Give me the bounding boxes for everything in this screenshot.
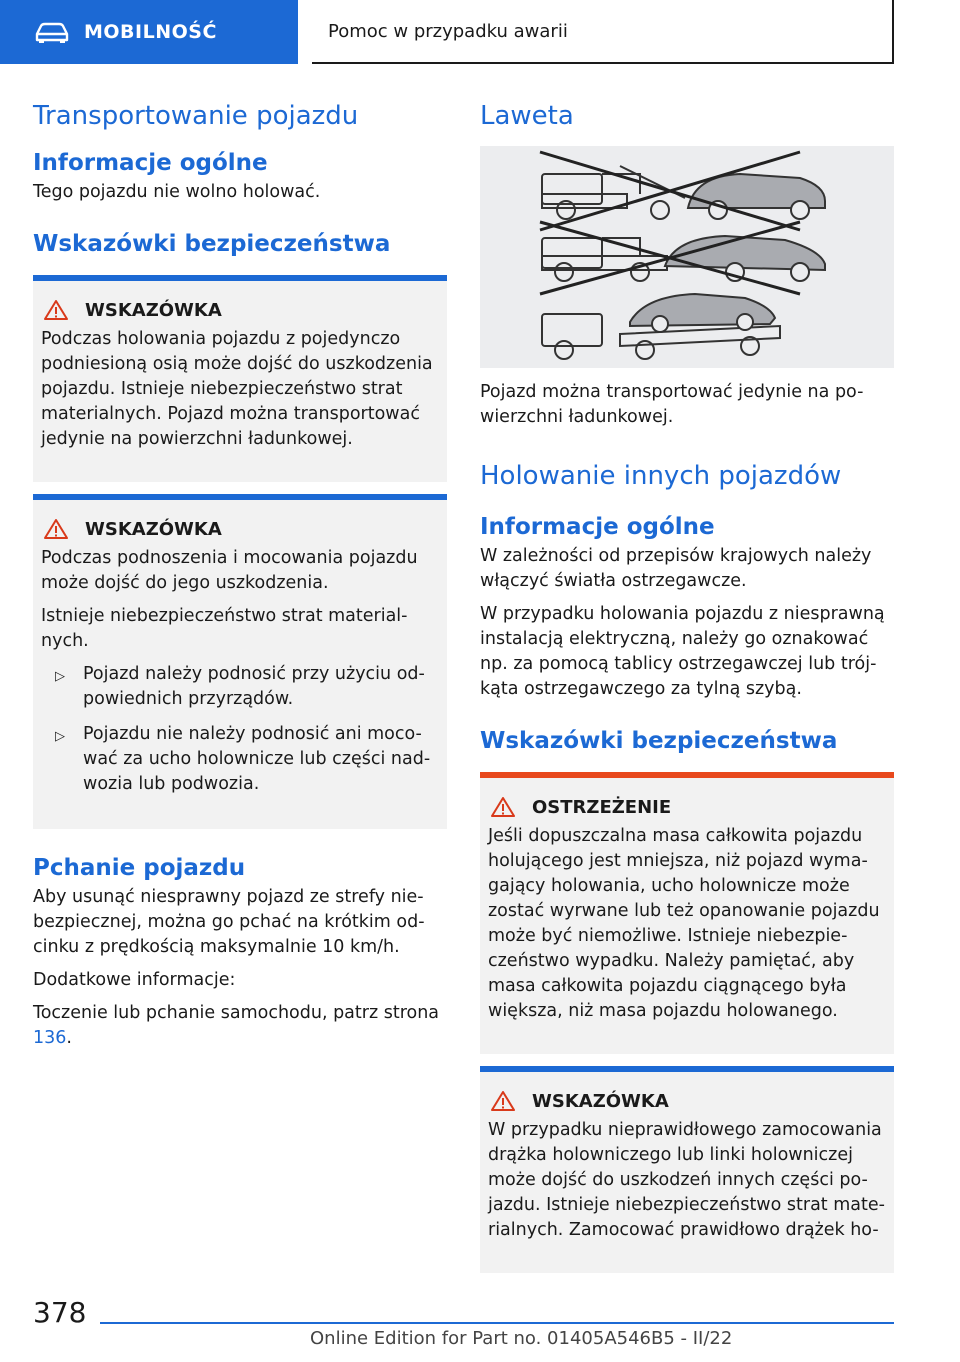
- notice-box-2: [33, 494, 447, 829]
- section-title: MOBILNOŚĆ: [84, 21, 217, 43]
- push-heading: Pchanie pojazdu: [33, 855, 246, 881]
- left-column: [33, 96, 447, 1051]
- subsection-title: Pomoc w przypadku awarii: [328, 20, 568, 42]
- notice-text: Istnieje niebezpieczeństwo strat material-nych.: [41, 606, 408, 651]
- push-text: Aby usunąć niesprawny pojazd ze strefy nie-bezpiecznej, można go pchać na krótkim od-cinku z prędkością maksymalnie 10 km/h.: [33, 887, 425, 957]
- notice-label: WSKAZÓWKA: [85, 518, 222, 540]
- notice-label: WSKAZÓWKA: [85, 299, 222, 321]
- extra-dot: .: [66, 1028, 72, 1048]
- page-title: Transportowanie pojazdu: [33, 101, 359, 131]
- notice-text: Podczas holowania pojazdu z pojedynczo podniesioną osią może dojść do uszkodzenia pojazdu. Istnieje niebezpieczeństwo strat materialnych. Pojazd można transportować jedynie na powierzchni ładunkowej.: [41, 329, 433, 449]
- safety-heading-2: Wskazówki bezpieczeństwa: [480, 728, 838, 754]
- footer-divider: [100, 1322, 894, 1324]
- general-text-2a: W zależności od przepisów krajowych należy włączyć światła ostrzegawcze.: [480, 546, 872, 591]
- flatbed-caption: Pojazd można transportować jedynie na po-wierzchni ładunkowej.: [480, 382, 864, 427]
- extra-label: Dodatkowe informacje:: [33, 970, 236, 990]
- warning-triangle-icon: [43, 299, 69, 321]
- list-item: [55, 662, 439, 712]
- warning-text: Jeśli dopuszczalna masa całkowita pojazdu holującego jest mniejsza, niż pojazd wyma-gający holowania, ucho holownicze może zostać wyrwane lub też opanowanie pojazdu może być niemożliwe. Istnieje niebezpie-czeństwo wypadku. Należy pamiętać, aby masa całkowita pojazdu ciągnącego była większa, niż masa pojazdu holowanego.: [488, 826, 880, 1021]
- warning-triangle-icon: [43, 518, 69, 540]
- general-heading-2: Informacje ogólne: [480, 514, 715, 540]
- notice-text: W przypadku nieprawidłowego zamocowania drążka holowniczego lub linki holowniczej może dojść do uszkodzeń innych części po-jazdu. Istnieje niebezpieczeństwo strat mate-rialnych. Zamocować prawidłowo drążek ho-: [488, 1120, 885, 1240]
- extra-text-body: Toczenie lub pchanie samochodu, patrz strona: [33, 1003, 440, 1023]
- warning-box: [480, 772, 894, 1054]
- section-tab: [0, 0, 298, 64]
- general-heading: Informacje ogólne: [33, 150, 268, 176]
- edition-text: Online Edition for Part no. 01405A546B5 - II/22: [310, 1328, 733, 1349]
- warning-triangle-icon: [490, 796, 516, 818]
- towing-methods-image: [480, 146, 894, 368]
- notice-text: Podczas podnoszenia i mocowania pojazdu może dojść do jego uszkodzenia.: [41, 548, 418, 593]
- general-text: Tego pojazdu nie wolno holować.: [33, 182, 321, 202]
- extra-text: [33, 1001, 447, 1051]
- car-icon: [34, 20, 70, 44]
- subsection-header: [312, 0, 894, 64]
- notice-box-1: [33, 275, 447, 482]
- notice-box-3: [480, 1066, 894, 1273]
- general-text-2b: W przypadku holowania pojazdu z niesprawną instalacją elektryczną, należy go oznakować np. za pomocą tablicy ostrzegawczej lub trój-kąta ostrzegawczego za tylną szybą.: [480, 604, 885, 699]
- flatbed-heading: Laweta: [480, 101, 574, 131]
- warning-triangle-icon: [490, 1090, 516, 1112]
- notice-header: [490, 1090, 886, 1112]
- safety-heading: Wskazówki bezpieczeństwa: [33, 231, 391, 257]
- list-item: [55, 722, 439, 797]
- notice-header: [43, 299, 439, 321]
- right-column: [480, 96, 894, 1273]
- list-item-text: Pojazd należy podnosić przy użyciu od-powiednich przyrządów.: [83, 664, 425, 709]
- notice-header: [43, 518, 439, 540]
- triangle-bullet-icon: ▷: [55, 669, 65, 684]
- flatbed-illustration: [480, 146, 894, 368]
- warning-header: [490, 796, 886, 818]
- page-link[interactable]: 136: [33, 1028, 67, 1048]
- warning-label: OSTRZEŻENIE: [532, 796, 672, 818]
- tow-others-heading: Holowanie innych pojazdów: [480, 461, 842, 491]
- triangle-bullet-icon: ▷: [55, 729, 65, 744]
- list-item-text: Pojazdu nie należy podnosić ani moco-wać za ucho holownicze lub części nad-wozia lub podwozia.: [83, 724, 431, 794]
- page-number: 378: [33, 1296, 87, 1329]
- notice-label: WSKAZÓWKA: [532, 1090, 669, 1112]
